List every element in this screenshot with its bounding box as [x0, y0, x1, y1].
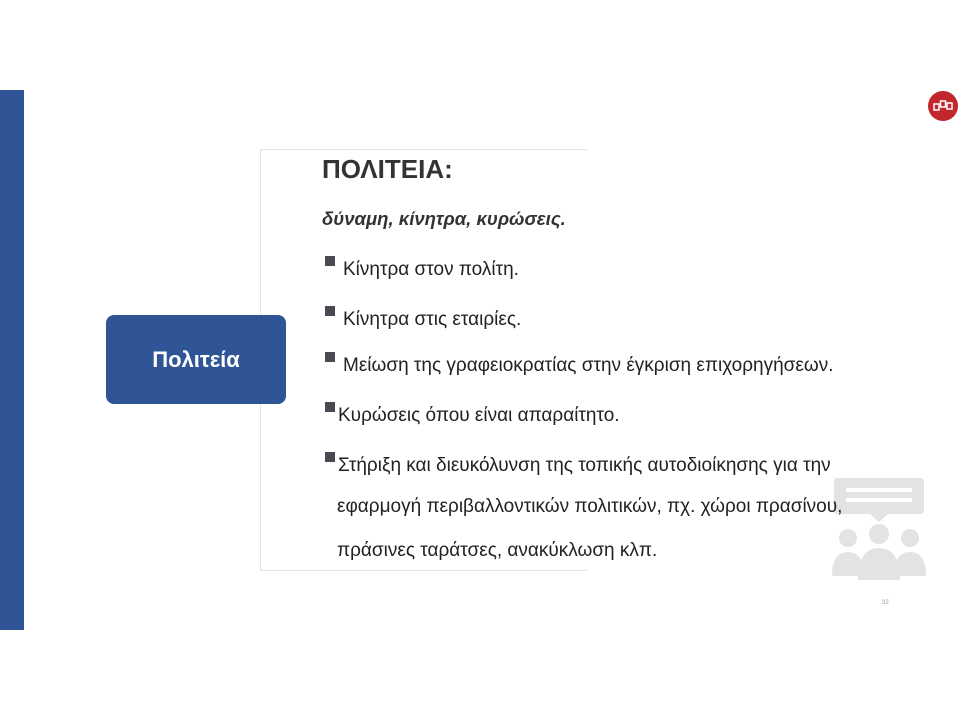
bullet-continuation-line: πράσινες ταράτσες, ανακύκλωση κλπ. [337, 540, 658, 561]
topic-label: Πολιτεία [152, 346, 240, 372]
slide-subtitle: δύναμη, κίνητρα, κυρώσεις. [322, 208, 566, 229]
left-accent-bar [0, 90, 24, 630]
slide-title: ΠΟΛΙΤΕΙΑ: [322, 154, 453, 184]
square-bullet-icon [325, 352, 335, 362]
organization-logo-icon [928, 91, 958, 121]
square-bullet-icon [325, 256, 335, 266]
bullet-item: Κίνητρα στον πολίτη. [325, 256, 519, 281]
bullet-continuation-line: εφαρμογή περιβαλλοντικών πολιτικών, πχ. χώροι πρασίνου, [337, 496, 843, 517]
topic-label-box [106, 315, 286, 404]
audience-presentation-icon [830, 476, 928, 580]
bullet-item: Στήριξη και διευκόλυνση της τοπικής αυτοδιοίκησης για την [325, 452, 831, 477]
bullet-item: Κυρώσεις όπου είναι απαραίτητο. [325, 402, 620, 427]
page-number: 32 [882, 600, 889, 606]
square-bullet-icon [325, 306, 335, 316]
bullet-item: Μείωση της γραφειοκρατίας στην έγκριση επιχορηγήσεων. [325, 352, 833, 377]
square-bullet-icon [325, 402, 335, 412]
bullet-item: Κίνητρα στις εταιρίες. [325, 306, 521, 331]
square-bullet-icon [325, 452, 335, 462]
